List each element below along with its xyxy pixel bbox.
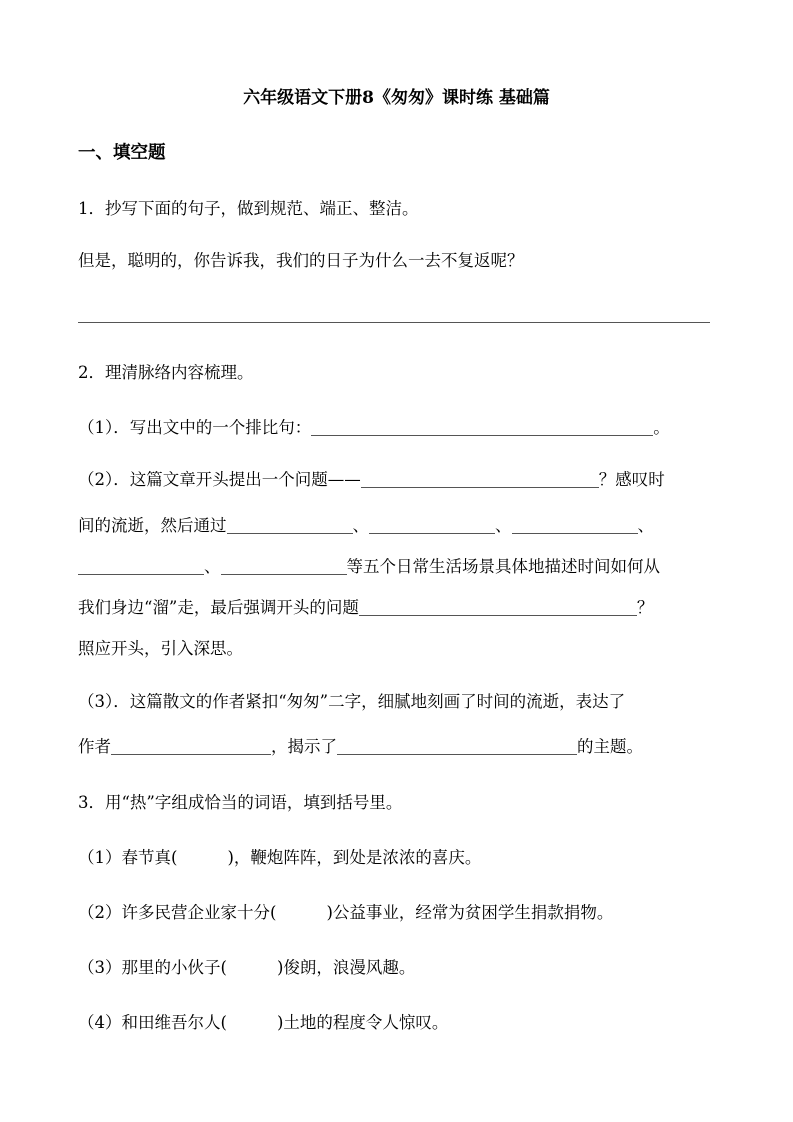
question-2-part-2-line-2 [78, 515, 654, 537]
part-2-text-c: 间的流逝，然后通过 [78, 516, 227, 535]
part-2-repeat-question-blank[interactable] [359, 599, 637, 616]
item-2-text-a: （2）许多民营企业家十分( [78, 903, 277, 922]
part-2-text-e: 我们身边“溜”走，最后强调开头的问题 [78, 598, 359, 617]
part-2-question-blank[interactable] [361, 471, 599, 488]
document-title: 六年级语文下册8《匆匆》课时练 基础篇 [243, 88, 550, 108]
part-1-end: 。 [653, 418, 670, 437]
part-2-text-a: （2）．这篇文章开头提出一个问题—— [78, 470, 361, 489]
item-4-text-b: )土地的程度令人惊叹。 [276, 1013, 449, 1032]
separator: 、 [495, 516, 512, 535]
question-3-item-4 [78, 1012, 448, 1034]
item-4-text-a: （4）和田维吾尔人( [78, 1013, 227, 1032]
question-2-part-3-line-1: （3）．这篇散文的作者紧扣“匆匆”二字，细腻地刻画了时间的流逝，表达了 [78, 692, 626, 711]
part-2-text-d: 等五个日常生活场景具体地描述时间如何从 [346, 557, 660, 576]
part-3-text-c: 的主题。 [577, 737, 643, 756]
item-1-text-b: )，鞭炮阵阵，到处是浓浓的喜庆。 [227, 848, 482, 867]
scene-blank-1[interactable] [227, 517, 353, 534]
item-1-text-a: （1）春节真( [78, 848, 178, 867]
part-1-text: （1）．写出文中的一个排比句： [78, 418, 312, 437]
question-1-answer-line[interactable] [78, 322, 710, 323]
theme-blank[interactable] [337, 738, 577, 755]
question-2-part-2-line-5: 照应开头，引入深思。 [78, 639, 243, 658]
question-2-part-2-line-4 [78, 597, 653, 619]
scene-blank-4[interactable] [78, 558, 204, 575]
question-2-part-3-line-2 [78, 736, 643, 758]
question-3-item-2 [78, 902, 613, 924]
question-2-part-2-line-3 [78, 556, 660, 578]
item-3-text-b: )俊朗，浪漫风趣。 [276, 958, 416, 977]
scene-blank-3[interactable] [512, 517, 638, 534]
part-2-text-b: ？感叹时 [598, 470, 665, 489]
item-2-text-b: )公益事业，经常为贫困学生捐款捐物。 [326, 903, 614, 922]
separator: 、 [352, 516, 369, 535]
scene-blank-5[interactable] [221, 558, 347, 575]
question-2-prompt: 2．理清脉络内容梳理。 [78, 363, 254, 382]
part-1-answer-blank[interactable] [311, 419, 653, 436]
question-3-prompt: 3．用“热”字组成恰当的词语，填到括号里。 [78, 793, 403, 812]
question-2-part-1 [78, 417, 670, 439]
section-heading-fill-in: 一、填空题 [78, 143, 166, 163]
question-1-sentence: 但是，聪明的，你告诉我，我们的日子为什么一去不复返呢？ [78, 251, 524, 270]
part-3-text-b: ，揭示了 [271, 737, 337, 756]
question-3-item-1 [78, 847, 481, 869]
separator: 、 [204, 557, 221, 576]
separator: 、 [637, 516, 654, 535]
scene-blank-2[interactable] [369, 517, 495, 534]
part-3-text-a: 作者 [78, 737, 111, 756]
question-1-prompt: 1．抄写下面的句子，做到规范、端正、整洁。 [78, 199, 419, 218]
question-3-item-3 [78, 957, 415, 979]
item-3-text-a: （3）那里的小伙子( [78, 958, 227, 977]
part-2-text-f: ？ [636, 598, 654, 617]
author-feeling-blank[interactable] [111, 738, 271, 755]
question-2-part-2-line-1 [78, 469, 665, 491]
